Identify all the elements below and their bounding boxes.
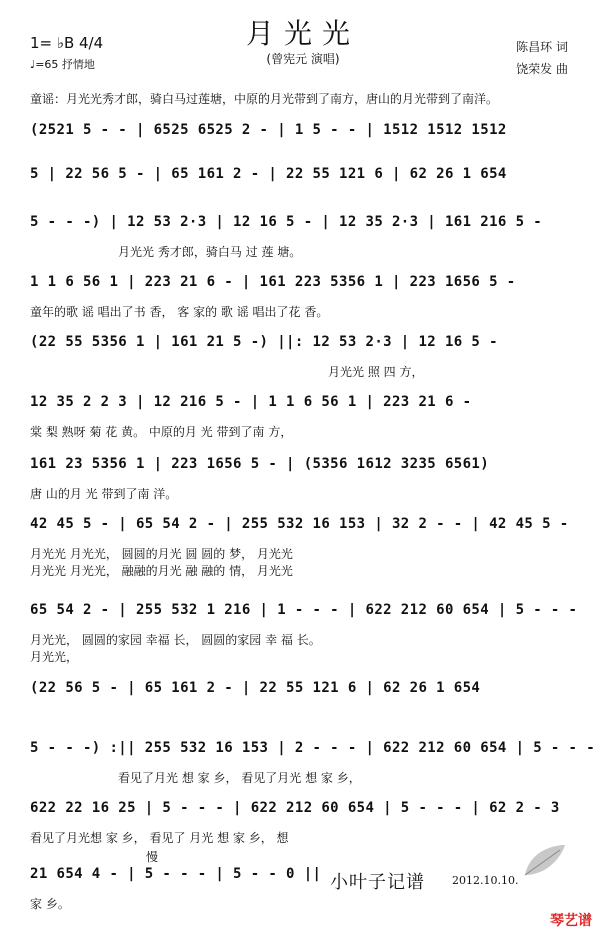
score-line: 5 - - -) | 12 53 2·3 | 12 16 5 - | 12 35 2·3 | 161 216 5 - (30, 214, 543, 230)
score-line: (22 55 5356 1 | 161 21 5 -) ||: 12 53 2·3 | 12 16 5 - (30, 334, 498, 350)
score-line: 65 54 2 - | 255 532 1 216 | 1 - - - | 622 212 60 654 | 5 - - - (30, 602, 578, 618)
transcription-date: 2012.10.10. (452, 874, 519, 887)
key-signature: 1= ♭B 4/4 (30, 34, 104, 52)
lyric-line: 月光光 照 四 方， (328, 365, 424, 379)
song-title: 月光光 (245, 17, 360, 50)
intro-text: 童谣：月光光秀才郎，骑白马过莲塘，中原的月光带到了南方，唐山的月光带到了南洋。 (30, 92, 499, 106)
lyric-line: 看见了月光想 家 乡， 看见了 月光 想 家 乡， 想 (30, 831, 289, 845)
score-line: (2521 5 - - | 6525 6525 2 - | 1 5 - - | 1512 1512 1512 (30, 122, 507, 138)
leaf-icon (520, 840, 570, 880)
lyricist-credit: 陈昌环 词 (516, 40, 568, 54)
score-line: 12 35 2 2 3 | 12 216 5 - | 1 1 6 56 1 | 223 21 6 - (30, 394, 472, 410)
transcriber-signature: 小叶子记谱 (330, 872, 425, 893)
score-line: 622 22 16 25 | 5 - - - | 622 212 60 654 | 5 - - - | 62 2 - 3 (30, 800, 560, 816)
score-line: 5 - - -) :|| 255 532 16 153 | 2 - - - | 622 212 60 654 | 5 - - - (30, 740, 596, 756)
score-line: 1 1 6 56 1 | 223 21 6 - | 161 223 5356 1 | 223 1656 5 - (30, 274, 516, 290)
lyric-line: 看见了月光 想 家 乡， 看见了月光 想 家 乡， (118, 771, 361, 785)
lyric-line: 月光光， (30, 650, 79, 664)
site-logo[interactable]: 琴艺谱 (550, 913, 592, 929)
lyric-line: 月光光 月光光， 融融的月光 融 融的 情， 月光光 (30, 564, 293, 578)
lyric-line: 月光光， 圆圆的家园 幸福 长， 圆圆的家园 幸 福 长。 (30, 633, 321, 647)
tempo-mark: 慢 (146, 850, 159, 864)
score-line: 5 | 22 56 5 - | 65 161 2 - | 22 55 121 6 | 62 26 1 654 (30, 166, 507, 182)
score-line: 42 45 5 - | 65 54 2 - | 255 532 16 153 | 32 2 - - | 42 45 5 - (30, 516, 569, 532)
tempo-marking: ♩=65 抒情地 (30, 58, 95, 71)
score-line: (22 56 5 - | 65 161 2 - | 22 55 121 6 | 62 26 1 654 (30, 680, 481, 696)
score-line: 21 654 4 - | 5 - - - | 5 - - 0 || (30, 866, 322, 882)
score-line: 161 23 5356 1 | 223 1656 5 - | (5356 1612 3235 6561) (30, 456, 490, 472)
singer-credit: (曾宪元 演唱) (266, 52, 340, 66)
lyric-line: 月光光 月光光， 圆圆的月光 圆 圆的 梦， 月光光 (30, 547, 293, 561)
lyric-line: 唐 山的月 光 带到了南 洋。 (30, 487, 178, 501)
lyric-line: 棠 梨 熟呀 菊 花 黄。 中原的月 光 带到了南 方， (30, 425, 293, 439)
composer-credit: 饶荣发 曲 (516, 62, 568, 76)
lyric-line: 月光光 秀才郎，骑白马 过 莲 塘。 (118, 245, 302, 259)
lyric-line: 童年的歌 谣 唱出了书 香， 客 家的 歌 谣 唱出了花 香。 (30, 305, 329, 319)
lyric-line: 家 乡。 (30, 897, 70, 911)
